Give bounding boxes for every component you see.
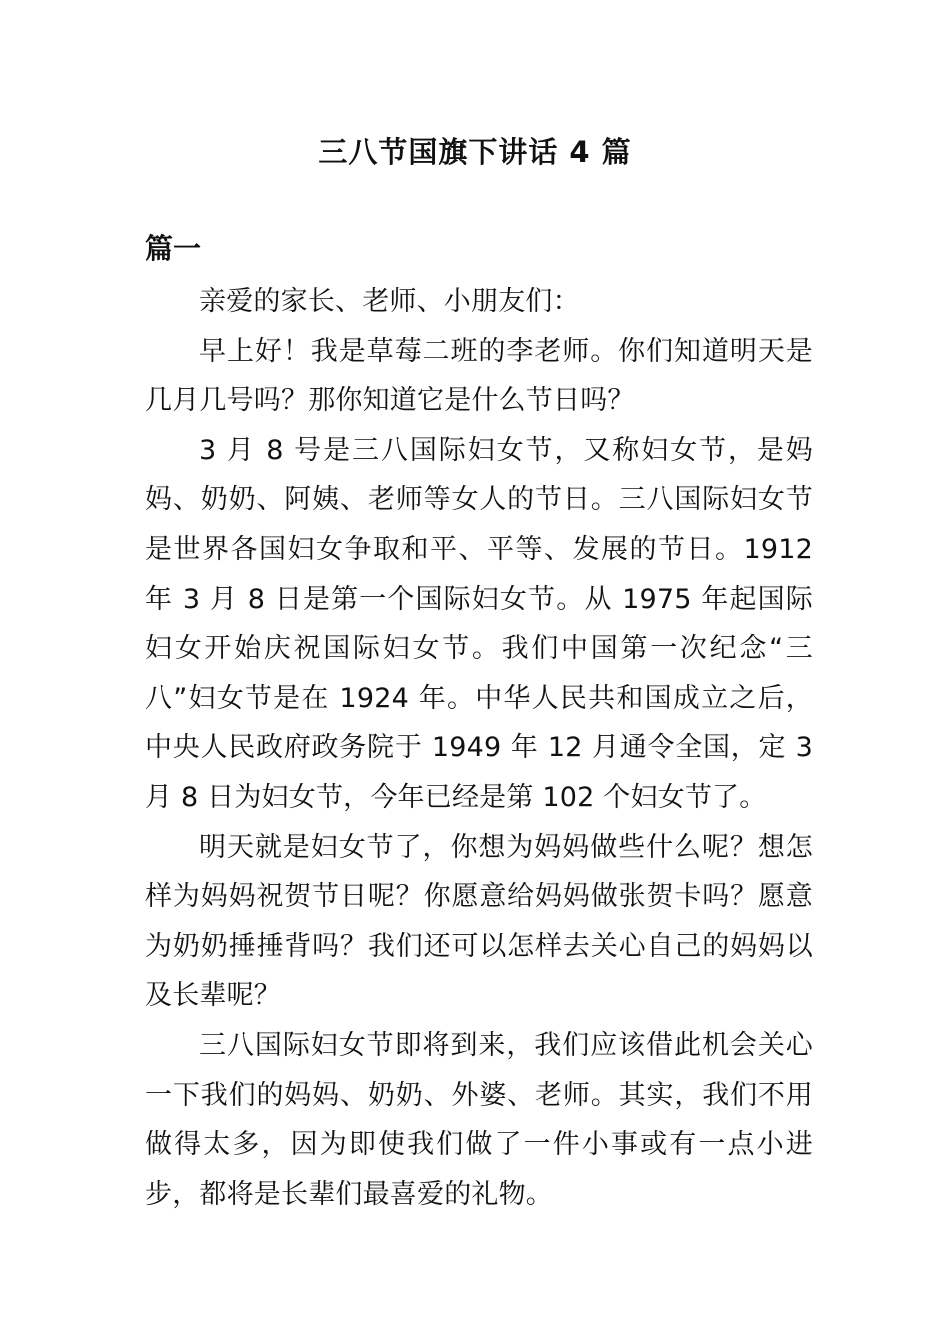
paragraph-history: 3 月 8 号是三八国际妇女节，又称妇女节，是妈妈、奶奶、阿姨、老师等女人的节日。三八国际妇女节是世界各国妇女争取和平、平等、发展的节日。1912 年 3 月 8 日是第一个国际妇女节。从 1975 年起国际妇女开始庆祝国际妇女节。我们中国第一次纪念“三八”妇女节是在 1924 年。中华人民共和国成立之后，中央人民政府政务院于 1949 年 12 月通令全国，定 3 月 8 日为妇女节，今年已经是第 102 个妇女节了。: [145, 434, 813, 813]
paragraph-questions: 明天就是妇女节了，你想为妈妈做些什么呢？想怎样为妈妈祝贺节日呢？你愿意给妈妈做张贺卡吗？愿意为奶奶捶捶背吗？我们还可以怎样去关心自己的妈妈以及长辈呢？: [145, 831, 813, 1012]
body-text: [145, 277, 813, 1219]
paragraph-conclusion: 三八国际妇女节即将到来，我们应该借此机会关心一下我们的妈妈、奶奶、外婆、老师。其实，我们不用做得太多，因为即使我们做了一件小事或有一点小进步，都将是长辈们最喜爱的礼物。: [145, 1029, 813, 1210]
paragraph-intro: 早上好！我是草莓二班的李老师。你们知道明天是几月几号吗？那你知道它是什么节日吗？: [145, 335, 813, 417]
section-heading: 篇一: [145, 232, 202, 265]
paragraph-greeting: 亲爱的家长、老师、小朋友们：: [199, 286, 580, 317]
document-title: 三八节国旗下讲话 4 篇: [318, 135, 632, 169]
